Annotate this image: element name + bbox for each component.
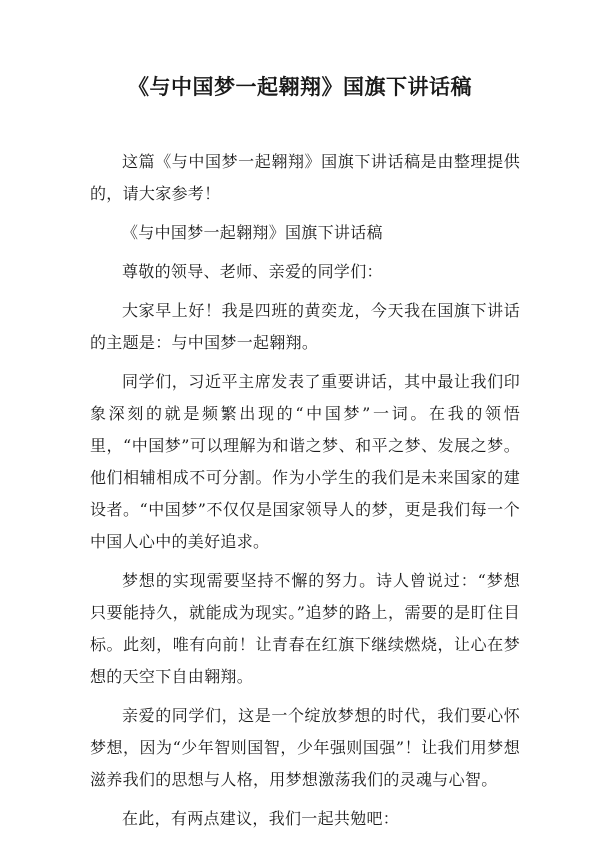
paragraph-persistence: 梦想的实现需要坚持不懈的努力。诗人曾说过：“梦想只要能持久，就能成为现实。”追梦的路上，需要的是盯住目标。此刻，唯有向前！让青春在红旗下继续燃烧，让心在梦想的天空下自由翱翔。 (90, 571, 520, 686)
paragraph-greeting: 大家早上好！我是四班的黄奕龙，今天我在国旗下讲话的主题是：与中国梦一起翱翔。 (90, 301, 520, 352)
document-body (90, 146, 520, 842)
paragraph-chinese-dream: 同学们，习近平主席发表了重要讲话，其中最让我们印象深刻的就是频繁出现的“中国梦”一词。在我的领悟里，“中国梦”可以理解为和谐之梦、和平之梦、发展之梦。他们相辅相成不可分割。作为小学生的我们是未来国家的建设者。“中国梦”不仅仅是国家领导人的梦，更是我们每一个中国人心中的美好追求。 (90, 372, 520, 551)
paragraph-subtitle: 《与中国梦一起翱翔》国旗下讲话稿 (122, 223, 383, 242)
paragraph-salutation: 尊敬的领导、老师、亲爱的同学们： (122, 262, 383, 281)
paragraph-intro: 这篇《与中国梦一起翱翔》国旗下讲话稿是由整理提供的，请大家参考！ (90, 152, 520, 203)
document-title: 《与中国梦一起翱翔》国旗下讲话稿 (128, 75, 472, 99)
paragraph-suggestions: 在此，有两点建议，我们一起共勉吧： (122, 809, 400, 828)
paragraph-era: 亲爱的同学们，这是一个绽放梦想的时代，我们要心怀梦想，因为“少年智则国智，少年强则国强”！让我们用梦想滋养我们的思想与人格，用梦想激荡我们的灵魂与心智。 (90, 706, 520, 789)
